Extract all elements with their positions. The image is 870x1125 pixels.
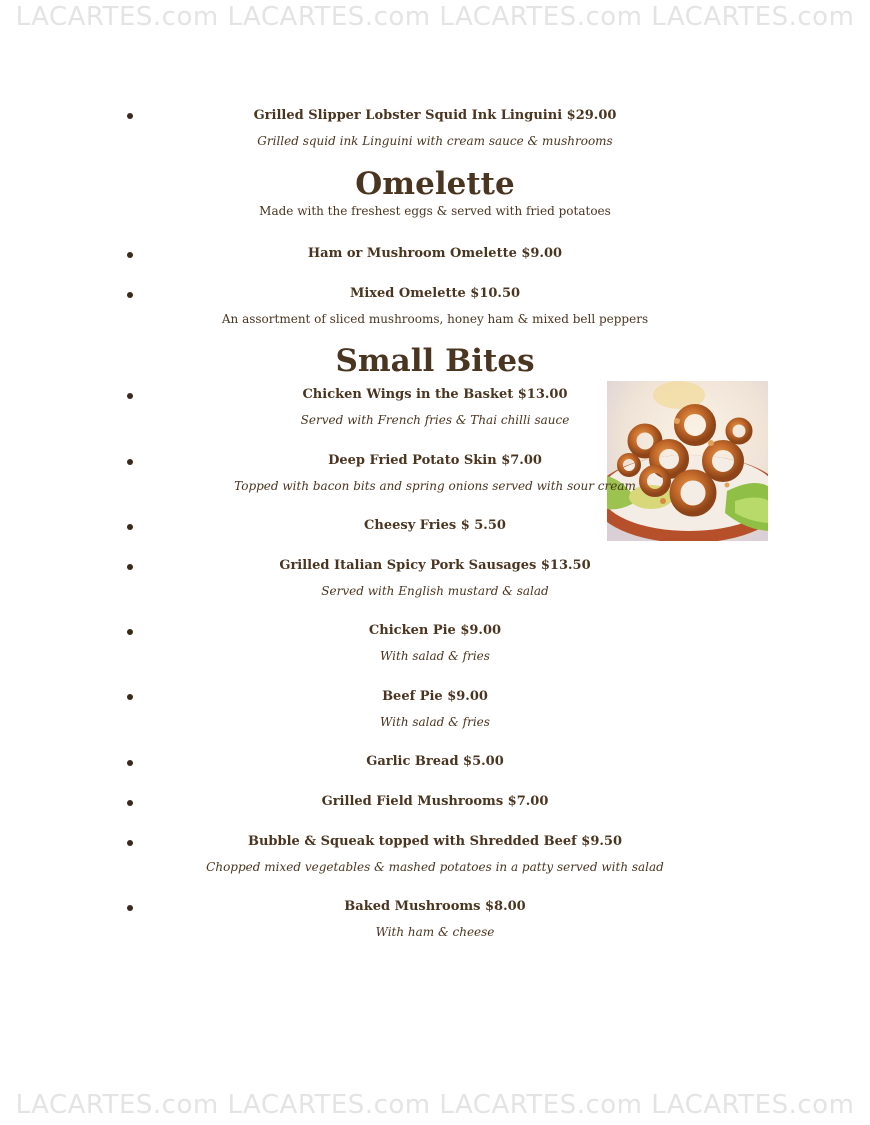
item-title: Chicken Wings in the Basket $13.00 (302, 387, 568, 402)
item-title: Garlic Bread $5.00 (366, 754, 504, 769)
item-description: With salad & fries (380, 715, 490, 729)
item-description: An assortment of sliced mushrooms, honey ham & mixed bell peppers (221, 312, 649, 326)
item-title: Grilled Field Mushrooms $7.00 (321, 794, 549, 809)
item-description: Served with English mustard & salad (321, 584, 549, 598)
watermark-top: LACARTES.com LACARTES.com LACARTES.com LACARTES.com (15, 2, 855, 32)
item-title: Mixed Omelette $10.50 (349, 286, 521, 301)
item-title: Baked Mushrooms $8.00 (344, 899, 526, 914)
item-description: Topped with bacon bits and spring onions served with sour cream (234, 479, 636, 493)
item-title: Cheesy Fries $ 5.50 (364, 518, 506, 533)
item-title: Bubble & Squeak topped with Shredded Beef $9.50 (247, 834, 622, 849)
item-description: Chopped mixed vegetables & mashed potatoes in a patty served with salad (206, 860, 664, 874)
item-title: Ham or Mushroom Omelette $9.00 (307, 246, 563, 261)
watermark-bottom: LACARTES.com LACARTES.com LACARTES.com LACARTES.com (15, 1090, 855, 1120)
section-subheading-omelette: Made with the freshest eggs & served with fried potatoes (259, 204, 611, 218)
item-title: Chicken Pie $9.00 (368, 623, 502, 638)
item-title: Grilled Italian Spicy Pork Sausages $13.50 (279, 558, 591, 573)
item-description: Grilled squid ink Linguini with cream sauce & mushrooms (257, 134, 613, 148)
item-title: Deep Fried Potato Skin $7.00 (328, 453, 542, 468)
item-description: With salad & fries (380, 649, 490, 663)
item-title: Grilled Slipper Lobster Squid Ink Linguini $29.00 (253, 108, 617, 123)
item-title: Beef Pie $9.00 (382, 689, 488, 704)
item-description: With ham & cheese (375, 925, 495, 939)
section-heading-small-bites: Small Bites (335, 343, 535, 379)
section-heading-omelette: Omelette (355, 166, 515, 202)
item-description: Served with French fries & Thai chilli sauce (300, 413, 570, 427)
